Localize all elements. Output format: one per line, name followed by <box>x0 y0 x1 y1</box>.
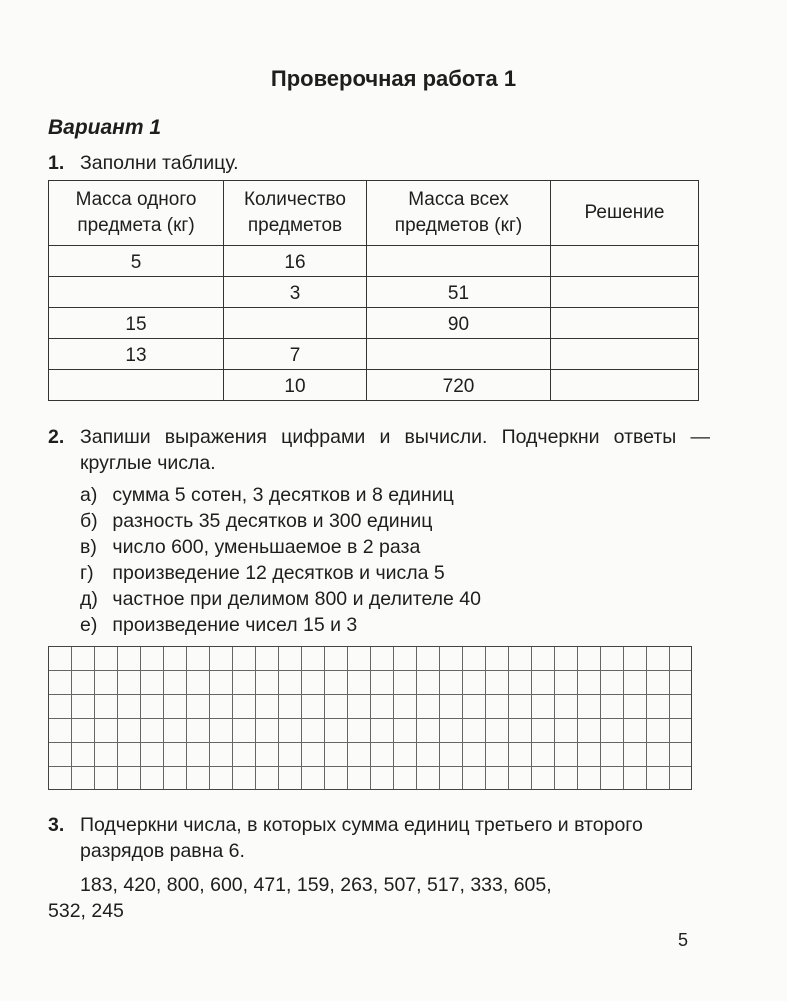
list-item <box>80 508 481 534</box>
task-2 <box>48 424 708 480</box>
table-cell[interactable] <box>551 246 699 277</box>
item-label: д) <box>80 588 98 610</box>
table-cell[interactable]: 7 <box>224 339 367 370</box>
item-text: произведение чисел 15 и 3 <box>112 614 358 636</box>
table-header-row <box>49 181 699 246</box>
task-1-text: Заполни таблицу. <box>80 152 239 174</box>
list-item <box>80 560 481 586</box>
list-item <box>80 612 481 638</box>
table-cell[interactable]: 51 <box>367 277 551 308</box>
variant-heading: Вариант 1 <box>48 116 162 139</box>
table-row <box>49 308 699 339</box>
table-cell[interactable]: 13 <box>49 339 224 370</box>
table-cell[interactable] <box>367 339 551 370</box>
table-cell[interactable]: 16 <box>224 246 367 277</box>
header-solution: Решение <box>551 181 699 246</box>
table-cell[interactable] <box>551 308 699 339</box>
list-item <box>80 534 481 560</box>
task-3 <box>48 812 708 868</box>
header-mass-all: Масса всех предметов (кг) <box>367 181 551 246</box>
table-cell[interactable] <box>551 339 699 370</box>
table-cell[interactable] <box>49 277 224 308</box>
item-text: произведение 12 десятков и числа 5 <box>112 562 445 584</box>
header-count: Количество предметов <box>224 181 367 246</box>
task-3-text: Подчеркни числа, в которых сумма единиц третьего и второго разрядов равна 6. <box>80 814 643 862</box>
task-1-table <box>48 180 699 401</box>
item-label: б) <box>80 510 98 532</box>
task-2-items <box>80 482 481 638</box>
numbers-line-2[interactable]: 532, 245 <box>48 900 124 922</box>
task-3-number: 3. <box>48 814 65 836</box>
item-text: частное при делимом 800 и делителе 40 <box>112 588 481 610</box>
item-label: е) <box>80 614 98 636</box>
table-cell[interactable]: 720 <box>367 370 551 401</box>
task-2-text: Запиши выражения цифрами и вычисли. Подчеркни ответы — круглые числа. <box>80 426 710 474</box>
item-text: разность 35 десятков и 300 единиц <box>112 510 433 532</box>
table-cell[interactable] <box>551 277 699 308</box>
table-cell[interactable]: 3 <box>224 277 367 308</box>
table-cell[interactable]: 15 <box>49 308 224 339</box>
header-mass-one: Масса одного предмета (кг) <box>49 181 224 246</box>
item-label: в) <box>80 536 97 558</box>
task-3-numbers <box>48 872 708 924</box>
table-cell[interactable] <box>224 308 367 339</box>
table-cell[interactable]: 90 <box>367 308 551 339</box>
item-label: г) <box>80 562 94 584</box>
page-number: 5 <box>678 930 689 950</box>
task-1-number: 1. <box>48 152 65 174</box>
task-2-number: 2. <box>48 426 65 448</box>
table-cell[interactable]: 10 <box>224 370 367 401</box>
task-1 <box>48 150 708 176</box>
list-item <box>80 586 481 612</box>
item-text: сумма 5 сотен, 3 десятков и 8 единиц <box>112 484 454 506</box>
list-item <box>80 482 481 508</box>
numbers-line-1[interactable]: 183, 420, 800, 600, 471, 159, 263, 507, 517, 333, 605, <box>80 874 552 896</box>
table-row <box>49 277 699 308</box>
item-text: число 600, уменьшаемое в 2 раза <box>112 536 421 558</box>
page-title: Проверочная работа 1 <box>270 66 517 91</box>
table-cell[interactable] <box>367 246 551 277</box>
table-cell[interactable] <box>551 370 699 401</box>
item-label: а) <box>80 484 98 506</box>
table-row <box>49 339 699 370</box>
table-row <box>49 370 699 401</box>
table-cell[interactable] <box>49 370 224 401</box>
answer-grid[interactable] <box>48 646 692 790</box>
table-row <box>49 246 699 277</box>
table-cell[interactable]: 5 <box>49 246 224 277</box>
